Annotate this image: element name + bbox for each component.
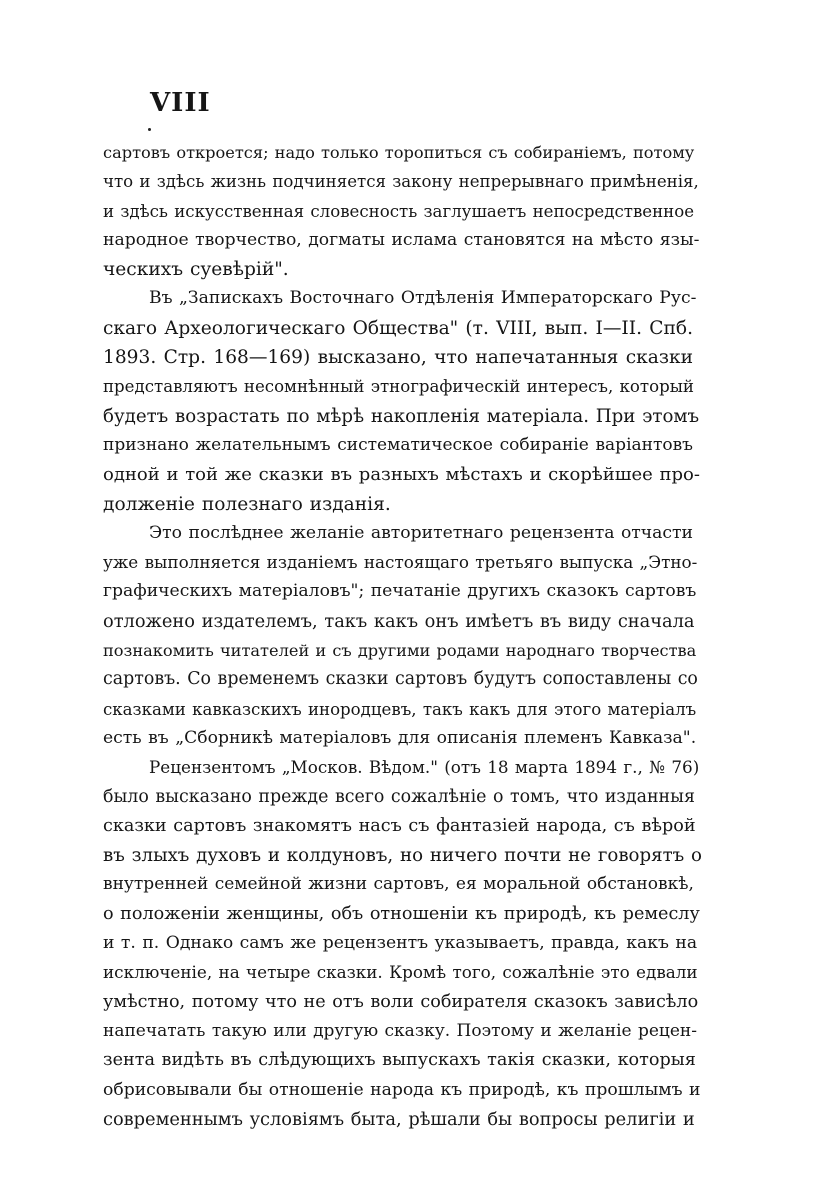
- text-line: зента видѣть въ слѣдующихъ выпускахъ такія сказки, которыя: [103, 1050, 696, 1071]
- page-number: VIII: [150, 88, 211, 118]
- text-line: и т. п. Однако самъ же рецензентъ указываетъ, правда, какъ на: [103, 933, 698, 954]
- text-line: что и здѣсь жизнь подчиняется закону непрерывнаго примѣненія,: [103, 172, 699, 192]
- text-line: обрисовывали бы отношеніе народа къ природѣ, къ прошлымъ и: [103, 1079, 701, 1100]
- text-line: ческихъ суевѣрій".: [103, 259, 289, 281]
- text-line: внутренней семейной жизни сартовъ, ея моральной обстановкѣ,: [103, 874, 694, 895]
- text-line: Это послѣднее желаніе авторитетнаго рецензента отчасти: [149, 522, 693, 543]
- text-line: уже выполняется изданіемъ настоящаго третьяго выпуска „Этно-: [103, 552, 698, 573]
- text-line: и здѣсь искусственная словесность заглушаетъ непосредственное: [103, 201, 695, 221]
- text-line: сказки сартовъ знакомятъ насъ съ фантазіей народа, съ вѣрой: [103, 815, 696, 836]
- text-line: есть въ „Сборникѣ матеріаловъ для описанія племенъ Кавказа".: [103, 727, 697, 748]
- text-line: сказками кавказскихъ инородцевъ, такъ какъ для этого матеріалъ: [103, 699, 697, 719]
- text-line: современнымъ условіямъ быта, рѣшали бы вопросы религіи и: [103, 1108, 695, 1130]
- paragraph: [103, 284, 700, 518]
- text-line: о положеніи женщины, объ отношеніи къ природѣ, къ ремеслу: [103, 903, 700, 924]
- paragraph: [103, 753, 702, 1134]
- text-line: графическихъ матеріаловъ"; печатаніе другихъ сказокъ сартовъ: [103, 581, 697, 602]
- text-line: 1893. Стр. 168—169) высказано, что напечатанныя сказки: [103, 347, 693, 369]
- paragraph: [103, 519, 698, 753]
- paragraph: [103, 138, 700, 284]
- text-line: въ злыхъ духовъ и колдуновъ, но ничего почти не говорятъ о: [103, 845, 702, 867]
- text-line: Рецензентомъ „Москов. Вѣдом." (отъ 18 марта 1894 г., № 76): [149, 757, 700, 778]
- text-line: одной и той же сказки въ разныхъ мѣстахъ и скорѣйшее про-: [103, 464, 700, 486]
- text-line: напечатать такую или другую сказку. Поэтому и желаніе рецен-: [103, 1020, 697, 1041]
- body-text: [103, 138, 702, 1134]
- text-line: представляютъ несомнѣнный этнографическій интересъ, который: [103, 377, 694, 397]
- text-line: исключеніе, на четыре сказки. Кромѣ того, сожалѣніе это едвали: [103, 962, 698, 983]
- ink-speck: [148, 128, 151, 131]
- text-line: умѣстно, потому что не отъ воли собирателя сказокъ зависѣло: [103, 991, 699, 1012]
- text-line: было высказано прежде всего сожалѣніе о томъ, что изданныя: [103, 786, 695, 807]
- text-line: будетъ возрастать по мѣрѣ накопленія матеріала. При этомъ: [103, 405, 700, 427]
- text-line: Въ „Запискахъ Восточнаго Отдѣленія Императорскаго Рус-: [149, 288, 697, 309]
- text-line: сартовъ откроется; надо только торопиться съ собираніемъ, потому: [103, 143, 695, 162]
- text-line: скаго Археологическаго Общества" (т. VIII, вып. I—II. Спб.: [103, 317, 693, 339]
- text-line: отложено издателемъ, такъ какъ онъ имѣетъ въ виду сначала: [103, 610, 695, 632]
- text-line: признано желательнымъ систематическое собираніе варіантовъ: [103, 434, 693, 455]
- text-line: сартовъ. Со временемъ сказки сартовъ будутъ сопоставлены со: [103, 669, 698, 690]
- text-line: познакомить читателей и съ другими родами народнаго творчества: [103, 641, 697, 661]
- text-line: народное творчество, догматы ислама становятся на мѣсто язы-: [103, 229, 700, 250]
- text-line: долженіе полезнаго изданія.: [103, 493, 391, 515]
